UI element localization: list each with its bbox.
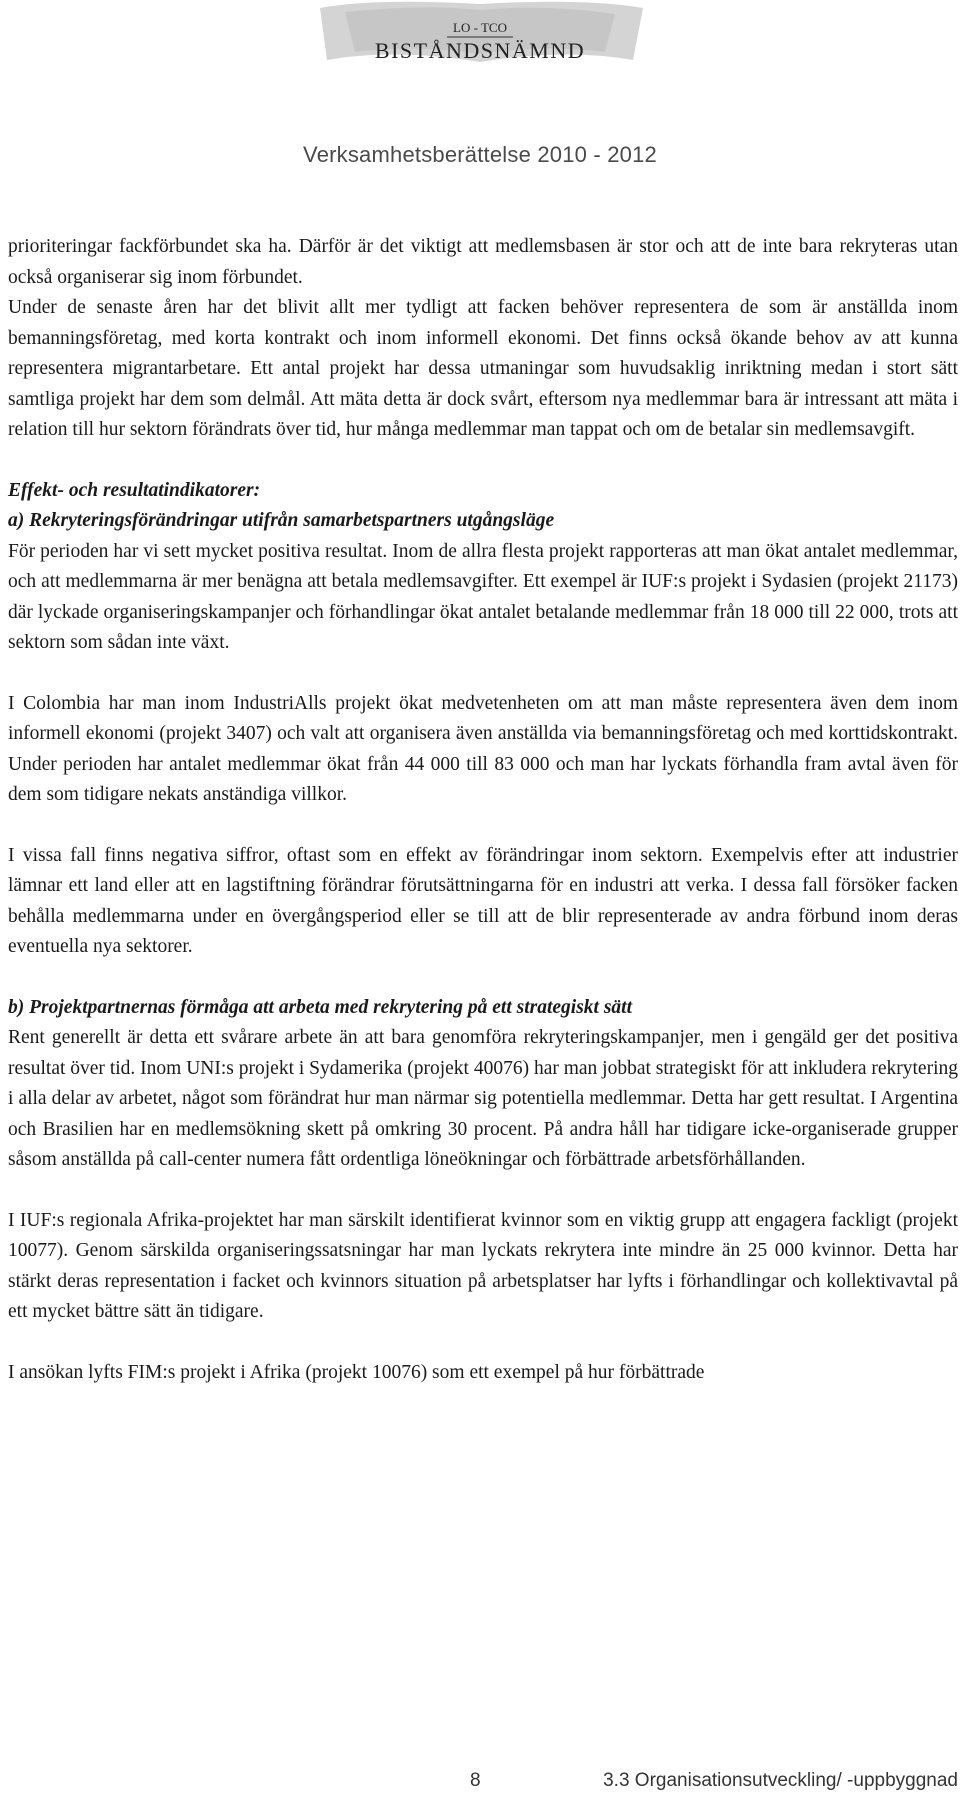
logo-large-text: BISTÅNDSNÄMND: [374, 38, 586, 63]
paragraph: prioriteringar fackförbundet ska ha. Därför är det viktigt att medlemsbasen är stor och att de inte bara rekryteras utan också organiserar sig inom förbundet.: [8, 236, 958, 288]
page-body: [8, 232, 958, 1388]
page-number: 8: [470, 1770, 481, 1791]
page-header: [0, 0, 960, 190]
section-heading: Effekt- och resultatindikatorer:: [8, 479, 261, 501]
paragraph: Rent generellt är detta ett svårare arbete än att bara genomföra rekryteringskampanjer, men i gengäld ger det positiva resultat över tid. Inom UNI:s projekt i Sydamerika (projekt 40076) har man jobbat strategiskt för att inkludera rekrytering i alla delar av arbetet, något som förändrat hur man närmar sig potentiella medlemmar. Detta har gett resultat. I Argentina och Brasilien har en medlemsökning skett på omkring 30 procent. På andra håll har tidigare icke-organiserade grupper såsom anställda på call-center numera fått ordentliga löneökningar och förbättrade arbetsförhållanden.: [8, 1027, 958, 1170]
page-footer: [0, 1770, 960, 1795]
paragraph: I IUF:s regionala Afrika-projektet har man särskilt identifierat kvinnor som en viktig grupp att engagera fackligt (projekt 10077). Genom särskilda organiseringssatsningar har man lyckats rekrytera inte mindre än 25 000 kvinnor. Detta har stärkt deras representation i facket och kvinnors situation på arbetsplatser har lyfts i förhandlingar och kollektivavtal på ett mycket bättre sätt än tidigare.: [8, 1209, 958, 1322]
paragraph: I ansökan lyfts FIM:s projekt i Afrika (projekt 10076) som ett exempel på hur förbättrade: [8, 1361, 705, 1383]
paragraph: I Colombia har man inom IndustriAlls projekt ökat medvetenheten om att man måste representera även dem inom informell ekonomi (projekt 3407) och valt att organisera även anställda via bemanningsföretag och med korttidskontrakt. Under perioden har antalet medlemmar ökat från 44 000 till 83 000 och man har lyckats förhandla fram avtal även för dem som tidigare nekats anständiga villkor.: [8, 692, 958, 805]
footer-section-label: 3.3 Organisationsutveckling/ -uppbyggnad: [603, 1770, 958, 1791]
subsection-heading: a) Rekryteringsförändringar utifrån samarbetspartners utgångsläge: [8, 510, 555, 531]
lo-tco-logo: [315, 0, 645, 76]
logo-small-text: LO - TCO: [453, 20, 507, 35]
paragraph: För perioden har vi sett mycket positiva resultat. Inom de allra flesta projekt rapporteras att man ökat antalet medlemmar, och att medlemmarna är mer benägna att betala medlemsavgifter. Ett exempel är IUF:s projekt i Sydasien (projekt 21173) där lyckade organiseringskampanjer och förhandlingar ökat antalet betalande medlemmar från 18 000 till 22 000, trots att sektorn som sådan inte växt.: [8, 540, 958, 653]
paragraph: Under de senaste åren har det blivit allt mer tydligt att facken behöver representera de som är anställda inom bemanningsföretag, med korta kontrakt och inom informell ekonomi. Det finns också ökande behov av att kunna representera migrantarbetare. Ett antal projekt har dessa utmaningar som huvudsaklig inriktning medan i stort sätt samtliga projekt har dem som delmål. Att mäta detta är dock svårt, eftersom nya medlemmar bara är intressant att mäta i relation till hur sektorn förändrats över tid, hur många medlemmar man tappat och om de betalar sin medlemsavgift.: [8, 297, 958, 440]
paragraph: I vissa fall finns negativa siffror, oftast som en effekt av förändringar inom sektorn. Exempelvis efter att industrier lämnar ett land eller att en lagstiftning förändrar förutsättningarna för en industri att verka. I dessa fall försöker facken behålla medlemmarna under en övergångsperiod eller se till att de blir representerade av andra förbund inom deras eventuella nya sektorer.: [8, 844, 958, 957]
document-title: Verksamhetsberättelse 2010 - 2012: [303, 142, 657, 167]
subsection-heading: b) Projektpartnernas förmåga att arbeta med rekrytering på ett strategiskt sätt: [8, 996, 632, 1018]
